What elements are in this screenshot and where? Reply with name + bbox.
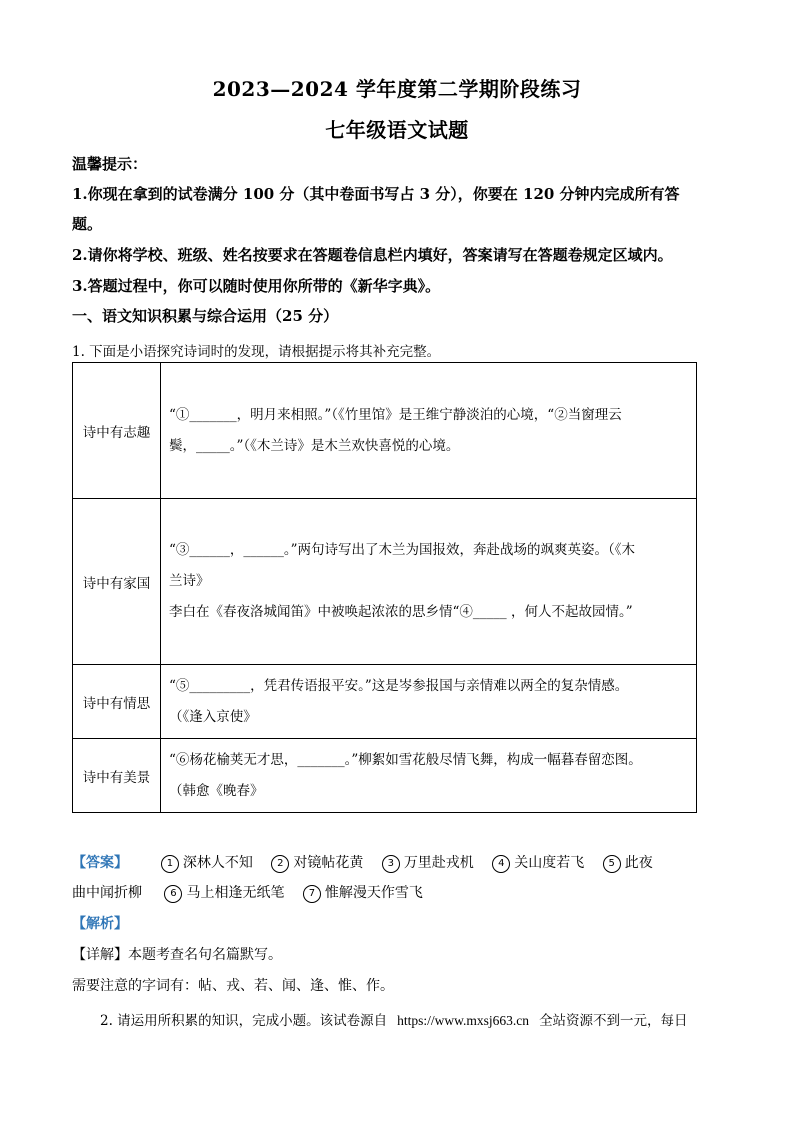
- answer-item: [492, 852, 584, 873]
- tip-line-1-cont: 题。: [72, 215, 103, 233]
- content-cell: [161, 363, 697, 499]
- answer-item: [382, 852, 474, 873]
- answer-number: 7: [303, 885, 321, 903]
- tip-line-1: 1.你现在拿到的试卷满分 100 分（其中卷面书写占 3 分），你要在 120 分钟内完成所有答: [72, 185, 680, 203]
- content-line: 鬓，_____。”（《木兰诗》是木兰欢快喜悦的心境。: [169, 437, 460, 454]
- analysis-note: 需要注意的字词有：帖、戎、若、闻、逢、惟、作。: [72, 978, 394, 994]
- page-title: 2023—2024 学年度第二学期阶段练习: [212, 77, 582, 101]
- category-cell: 诗中有美景: [73, 739, 161, 813]
- category-cell: 诗中有情思: [73, 665, 161, 739]
- answer-number: 1: [161, 855, 179, 873]
- category-cell: 诗中有家国: [73, 499, 161, 665]
- poem-table: [72, 362, 697, 813]
- question-2-text: 2. 请运用所积累的知识，完成小题。该试卷源自: [100, 1013, 388, 1029]
- content-cell: [161, 499, 697, 665]
- content-line: 李白在《春夜洛城闻笛》中被唤起浓浓的思乡情“④_____ ，何人不起故园情。”: [169, 604, 633, 620]
- answer-number: 6: [164, 885, 182, 903]
- content-line: （《逢入京使》: [169, 708, 257, 725]
- question-1-prompt: 1. 下面是小语探究诗词时的发现，请根据提示将其补充完整。: [72, 344, 441, 360]
- answer-text: 对镜帖花黄: [293, 855, 364, 871]
- answer-item: [271, 852, 363, 873]
- answer-text: 万里赴戎机: [403, 855, 474, 871]
- analysis-label: 【解析】: [72, 916, 128, 932]
- analysis-detail: 【详解】本题考查名句名篇默写。: [72, 947, 282, 963]
- answer-number: 4: [492, 855, 510, 873]
- tips-heading: 温馨提示：: [72, 155, 148, 173]
- content-line: “⑤_________，凭君传语报平安。”这是岑参报国与亲情难以两全的复杂情感。: [169, 677, 629, 694]
- answer-label: 【答案】: [72, 855, 128, 871]
- answer-line-1: [72, 852, 653, 873]
- answer-item: [161, 852, 253, 873]
- table-row: [73, 665, 697, 739]
- answer-number: 2: [271, 855, 289, 873]
- answer-text: 关山度若飞: [514, 855, 585, 871]
- answer-text: 马上相逢无纸笔: [186, 885, 285, 901]
- question-2-tail: 全站资源不到一元，每日: [539, 1013, 688, 1029]
- answer-item: [303, 882, 423, 903]
- page-subtitle: 七年级语文试题: [325, 118, 469, 142]
- table-row: [73, 499, 697, 665]
- answer-text: 曲中闻折柳: [72, 885, 142, 901]
- tip-line-2: 2.请你将学校、班级、姓名按要求在答题卷信息栏内填好，答案请写在答题卷规定区域内。: [72, 246, 673, 264]
- answer-number: 5: [603, 855, 621, 873]
- content-cell: [161, 665, 697, 739]
- content-line: “①_______，明月来相照。”（《竹里馆》是王维宁静淡泊的心境，“②当窗理云: [169, 406, 622, 423]
- table-row: [73, 739, 697, 813]
- answer-number: 3: [382, 855, 400, 873]
- answer-item: [603, 852, 653, 873]
- answer-line-2: [72, 882, 437, 903]
- content-line: 兰诗》: [169, 573, 210, 589]
- category-cell: 诗中有志趣: [73, 363, 161, 499]
- section-heading: 一、语文知识积累与综合运用（25 分）: [72, 307, 339, 325]
- answer-text: 深林人不知: [182, 855, 253, 871]
- content-line: “⑥杨花榆荚无才思，_______。”柳絮如雪花般尽情飞舞，构成一幅暮春留恋图。: [169, 751, 642, 768]
- tip-line-3: 3.答题过程中，你可以随时使用你所带的《新华字典》。: [72, 277, 441, 295]
- content-cell: [161, 739, 697, 813]
- content-line: （韩愈《晚春》: [169, 782, 264, 799]
- table-row: [73, 363, 697, 499]
- content-line: “③______，______。”两句诗写出了木兰为国报效，奔赴战场的飒爽英姿。（《木: [169, 542, 636, 558]
- answer-text: 此夜: [624, 855, 653, 871]
- question-2-line: [100, 1009, 688, 1029]
- answer-text: 惟解漫天作雪飞: [324, 885, 423, 901]
- answer-item: [164, 882, 284, 903]
- source-link[interactable]: https://www.mxsj663.cn: [397, 1013, 530, 1028]
